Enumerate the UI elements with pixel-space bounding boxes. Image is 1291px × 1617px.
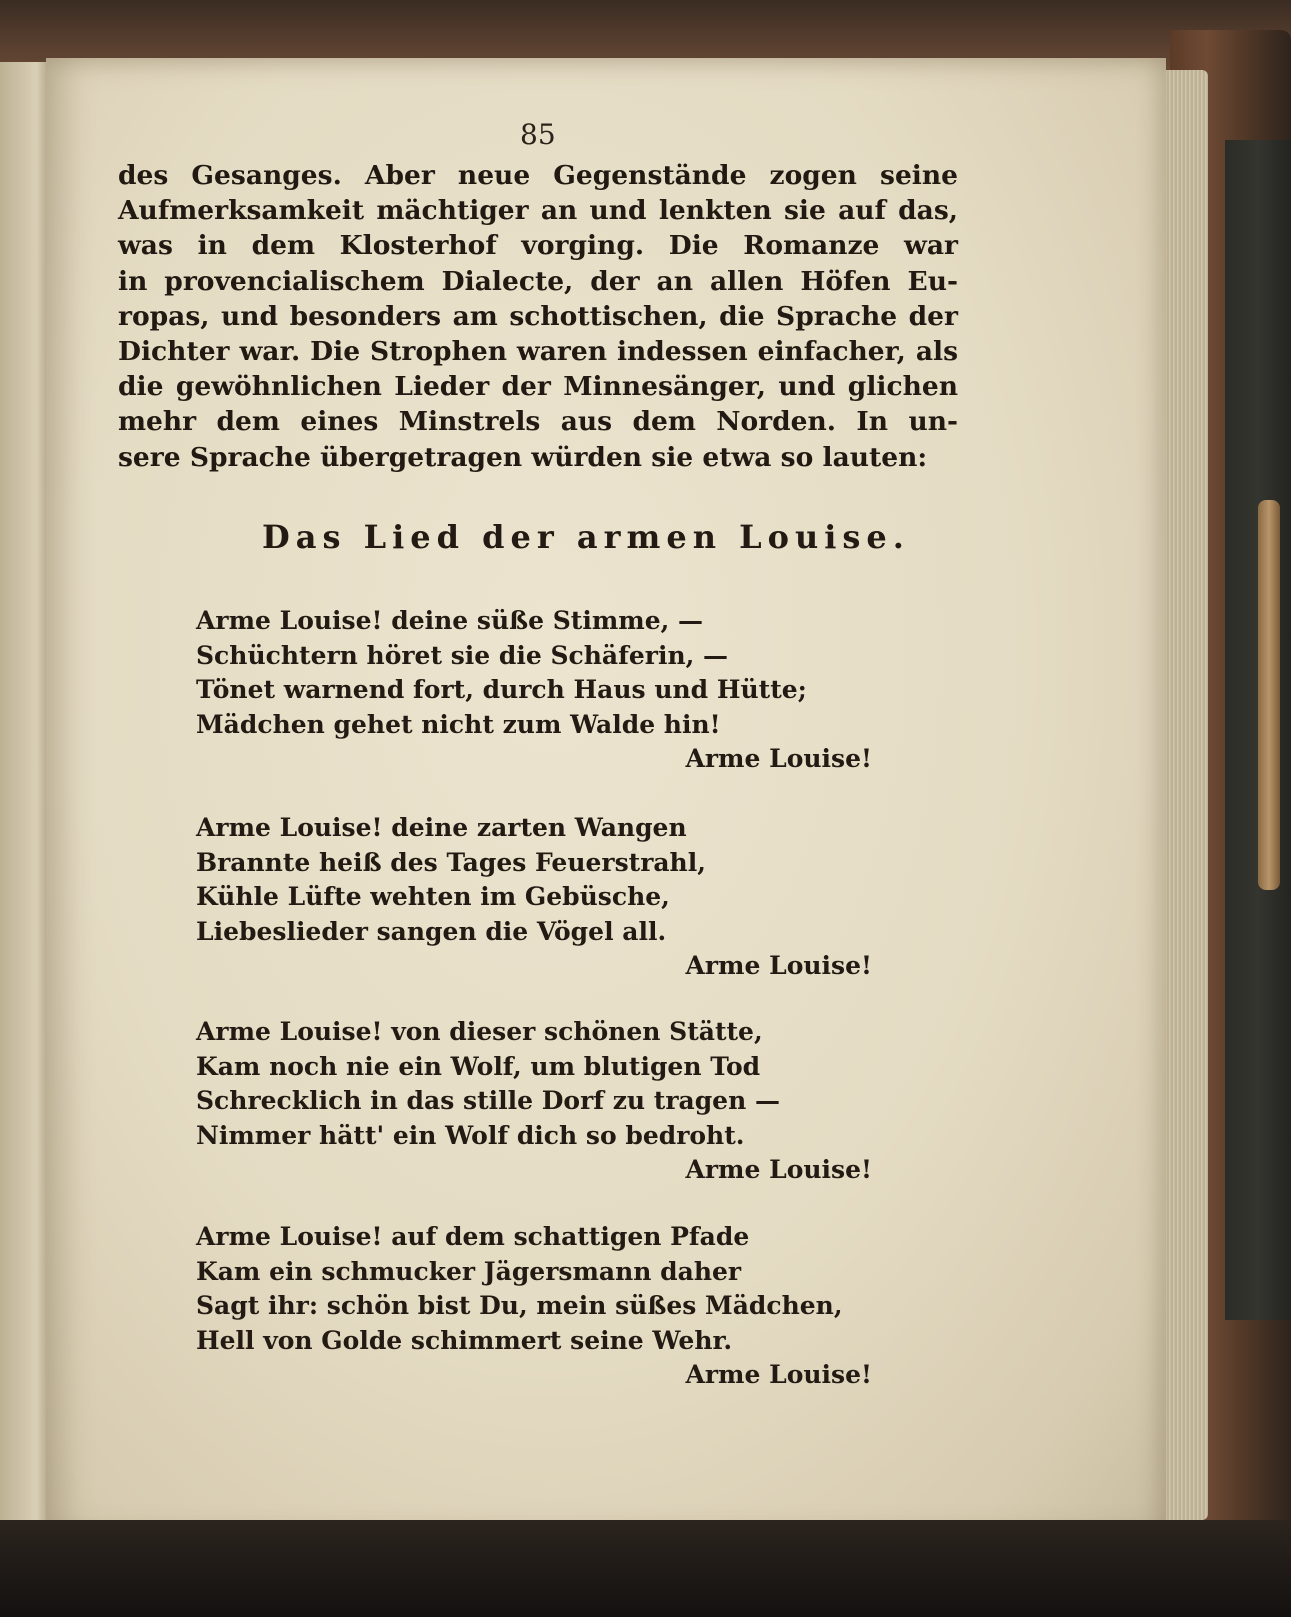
- poem-verse: Kam ein schmucker Jägersmann daher: [196, 1256, 742, 1286]
- prose-line: Aufmerksamkeit mächtiger an und lenkten sie auf das,: [118, 195, 958, 227]
- poem-verse: Brannte heiß des Tages Feuerstrahl,: [196, 847, 706, 877]
- prose-line: mehr dem eines Minstrels aus dem Norden. In un-: [118, 406, 958, 438]
- poem-verse: Arme Louise! deine süße Stimme, —: [196, 606, 704, 635]
- poem-verse: Hell von Golde schimmert seine Wehr.: [196, 1325, 733, 1355]
- poem-refrain: Arme Louise!: [685, 744, 872, 773]
- poem-refrain: Arme Louise!: [685, 1360, 872, 1389]
- poem-stanza: [196, 604, 896, 777]
- prose-line: ropas, und besonders am schottischen, die Sprache der: [118, 300, 958, 332]
- previous-page-edge: [0, 62, 52, 1542]
- prose-line: in provencialischem Dialecte, der an allen Höfen Eu-: [118, 265, 958, 297]
- poem-stanza: [196, 1220, 896, 1393]
- poem-refrain: Arme Louise!: [685, 951, 872, 980]
- poem-verse: Kühle Lüfte wehten im Gebüsche,: [196, 882, 670, 911]
- poem-verse: Tönet warnend fort, durch Haus und Hütte;: [196, 675, 807, 704]
- poem-verse: Arme Louise! von dieser schönen Stätte,: [196, 1017, 763, 1046]
- prose-line: des Gesanges. Aber neue Gegenstände zogen seine: [118, 160, 958, 191]
- poem-refrain: Arme Louise!: [685, 1155, 872, 1184]
- background-bottom: [0, 1520, 1291, 1617]
- prose-line: die gewöhnlichen Lieder der Minnesänger, und glichen: [118, 371, 958, 403]
- poem-verse: Arme Louise! auf dem schattigen Pfade: [196, 1222, 750, 1251]
- poem-verse: Nimmer hätt' ein Wolf dich so bedroht.: [196, 1120, 745, 1150]
- poem-title: Das Lied der armen Louise.: [262, 518, 910, 556]
- poem-verse: Arme Louise! deine zarten Wangen: [196, 813, 687, 842]
- poem-verse: Schüchtern höret sie die Schäferin, —: [196, 640, 729, 670]
- book-clasp: [1258, 500, 1280, 890]
- poem-stanza: [196, 811, 896, 984]
- prose-paragraph: [118, 158, 958, 475]
- prose-line: was in dem Klosterhof vorging. Die Romanze war: [118, 230, 958, 262]
- poem-stanza: [196, 1015, 896, 1188]
- poem-verse: Schrecklich in das stille Dorf zu tragen —: [196, 1086, 780, 1115]
- poem-verse: Mädchen gehet nicht zum Walde hin!: [196, 709, 721, 739]
- page-number: 85: [520, 118, 556, 151]
- poem-verse: Sagt ihr: schön bist Du, mein süßes Mädchen,: [196, 1291, 843, 1320]
- poem-verse: Kam noch nie ein Wolf, um blutigen Tod: [196, 1051, 761, 1081]
- prose-line: Dichter war. Die Strophen waren indessen einfacher, als: [118, 335, 958, 367]
- prose-line: sere Sprache übergetragen würden sie etwa so lauten:: [118, 441, 928, 473]
- poem-verse: Liebeslieder sangen die Vögel all.: [196, 916, 667, 946]
